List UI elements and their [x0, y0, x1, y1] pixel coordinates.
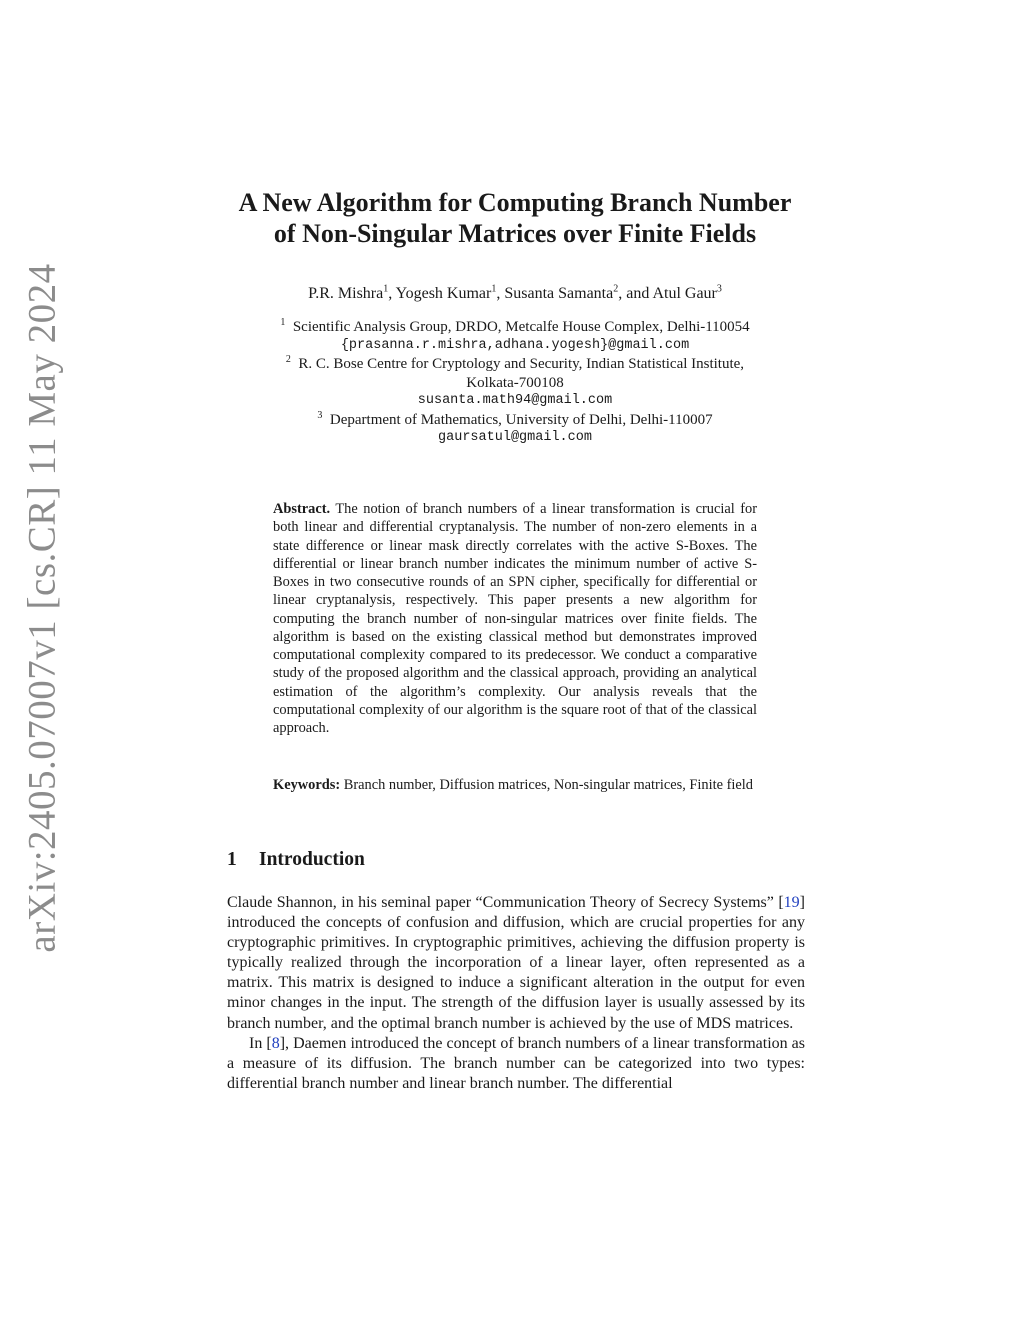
paragraph-text: Claude Shannon, in his seminal paper “Communication Theory of Secrecy Systems” [	[227, 894, 784, 911]
section-title: Introduction	[259, 849, 365, 870]
abstract-text: The notion of branch numbers of a linear transformation is crucial for both linear and differential cryptanalysis. The number of non-zero elements in a state difference or linear mask directly correlates with the active S-Boxes. The differential or linear branch number indicates the minimum number of active S-Boxes in two consecutive rounds of an SPN cipher, specifically for differential or linear cryptanalysis, respectively. This paper presents a new algorithm for computing the branch number of non-singular matrices over finite fields. The algorithm is based on the existing classical method but demonstrates improved computational complexity compared to its predecessor. We conduct a comparative study of the proposed algorithm and the classical approach, providing an analytical estimation of the algorithm’s complexity. Our analysis reveals that the computational complexity of our algorithm is the square root of that of the classical approach.	[273, 501, 757, 736]
paragraph-text: ], Daemen introduced the concept of branch numbers of a linear transformation as a measure of its diffusion. The branch number can be categorized into two types: differential branch number and linear branch number. The differential	[227, 1034, 806, 1092]
arxiv-identifier: arXiv:2405.07007v1 [cs.CR] 11 May 2024	[20, 263, 64, 953]
citation-link[interactable]: 8	[271, 1034, 280, 1052]
affiliation-text: Department of Mathematics, University of Delhi, Delhi-110007	[329, 411, 713, 428]
paragraph	[227, 1034, 805, 1094]
title-line-1: A New Algorithm for Computing Branch Number	[238, 188, 792, 217]
citation-link[interactable]: 19	[783, 894, 800, 911]
author-name: P.R. Mishra	[308, 285, 384, 302]
affiliation-1	[200, 318, 830, 337]
affiliation-text: Scientific Analysis Group, DRDO, Metcalfe House Complex, Delhi-110054	[292, 319, 750, 335]
affiliation-text-continued: Kolkata-700108	[466, 374, 564, 391]
author-affiliation-mark: 3	[716, 283, 722, 295]
abstract-label: Abstract.	[273, 501, 331, 517]
section-body	[227, 893, 805, 1094]
affiliation-number: 2	[285, 354, 291, 365]
author-name: Yogesh Kumar	[395, 285, 492, 302]
paper-title	[200, 187, 830, 249]
keywords-label: Keywords:	[273, 777, 341, 793]
author-name: Susanta Samanta	[504, 285, 614, 302]
affiliation-email: {prasanna.r.mishra,adhana.yogesh}@gmail.com	[340, 337, 690, 353]
paragraph-text: ] introduced the concepts of confusion and diffusion, which are crucial properties for any cryptographic primitives. In cryptographic primitives, achieving the diffusion property is typically realized through the incorporation of a linear layer, often represented as a matrix. This matrix is designed to induce a significant alteration in the output for even minor changes in the input. The strength of the diffusion layer is usually assessed by its branch number, and the optimal branch number is achieved by the use of MDS matrices.	[227, 894, 805, 1032]
affiliation-2	[200, 355, 830, 374]
author-affiliation-mark: 1	[383, 283, 389, 295]
affiliation-email: gaursatul@gmail.com	[438, 430, 592, 445]
section-heading	[227, 849, 365, 871]
paragraph-text: In [	[249, 1034, 272, 1052]
author-affiliation-mark: 2	[613, 283, 619, 295]
title-line-2: of Non-Singular Matrices over Finite Fields	[273, 219, 757, 248]
affiliation-email: susanta.math94@gmail.com	[417, 393, 613, 408]
author-list: P.R. Mishra$^1$, Yogesh Kumar$^1$, Susanta Samanta$^2$, and Atul Gaur$^3$	[308, 283, 722, 302]
affiliation-block	[200, 318, 830, 448]
paragraph	[227, 893, 805, 1034]
abstract	[273, 500, 757, 737]
affiliation-number: 3	[317, 409, 323, 421]
affiliation-number: 1	[280, 317, 286, 328]
section-number: 1	[227, 849, 237, 870]
affiliation-3	[200, 411, 830, 430]
author-name: Atul Gaur	[652, 285, 717, 302]
keywords-text: Branch number, Diffusion matrices, Non-singular matrices, Finite field	[343, 777, 753, 793]
author-affiliation-mark: 1	[491, 283, 497, 295]
affiliation-text: R. C. Bose Centre for Cryptology and Security, Indian Statistical Institute,	[298, 356, 745, 372]
keywords	[273, 776, 757, 794]
